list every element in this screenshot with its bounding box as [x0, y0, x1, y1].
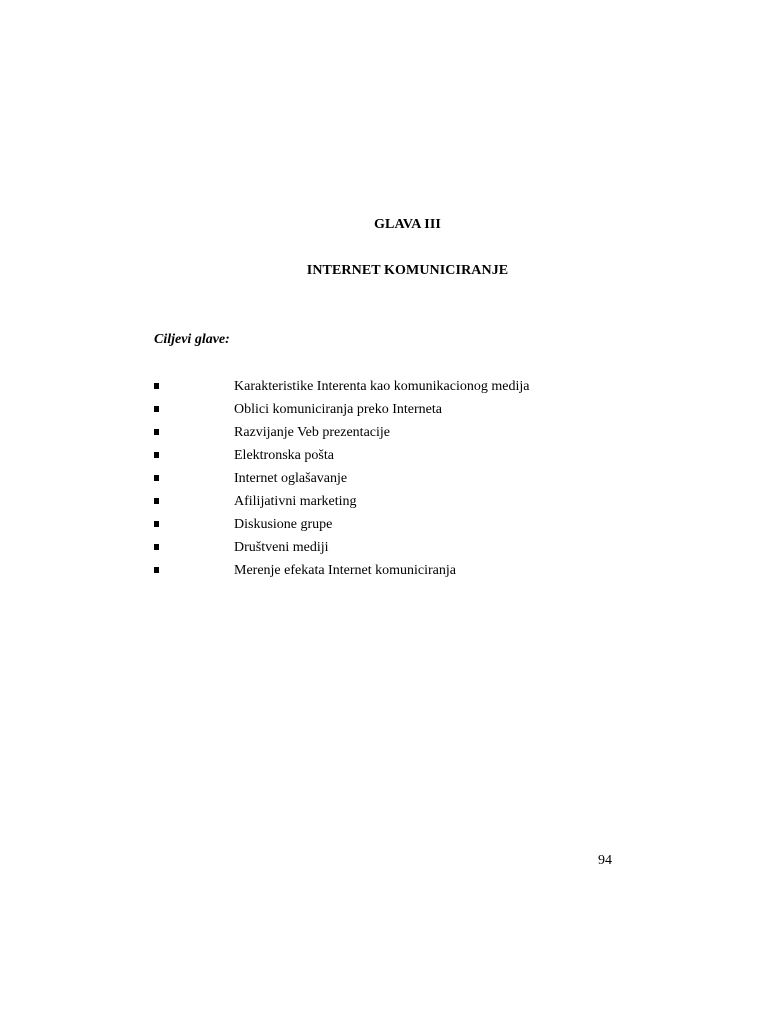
objective-text: Diskusione grupe: [234, 517, 333, 532]
objective-text: Društveni mediji: [234, 540, 329, 555]
objective-text: Razvijanje Veb prezentacije: [234, 425, 390, 440]
square-bullet-icon: [154, 475, 159, 481]
square-bullet-icon: [154, 567, 159, 573]
objective-text: Afilijativni marketing: [234, 494, 357, 509]
square-bullet-icon: [154, 383, 159, 389]
square-bullet-icon: [154, 521, 159, 527]
objective-text: Merenje efekata Internet komuniciranja: [234, 563, 456, 578]
square-bullet-icon: [154, 544, 159, 550]
square-bullet-icon: [154, 406, 159, 412]
square-bullet-icon: [154, 498, 159, 504]
square-bullet-icon: [154, 452, 159, 458]
objectives-heading: Ciljevi glave:: [154, 332, 230, 347]
objective-text: Karakteristike Interenta kao komunikacionog medija: [234, 379, 530, 394]
square-bullet-icon: [154, 429, 159, 435]
chapter-label: GLAVA III: [374, 217, 441, 232]
objective-text: Internet oglašavanje: [234, 471, 348, 486]
objective-text: Elektronska pošta: [234, 448, 334, 463]
chapter-title: INTERNET KOMUNICIRANJE: [306, 263, 509, 278]
objective-text: Oblici komuniciranja preko Interneta: [234, 402, 442, 417]
page-number: 94: [598, 853, 612, 868]
